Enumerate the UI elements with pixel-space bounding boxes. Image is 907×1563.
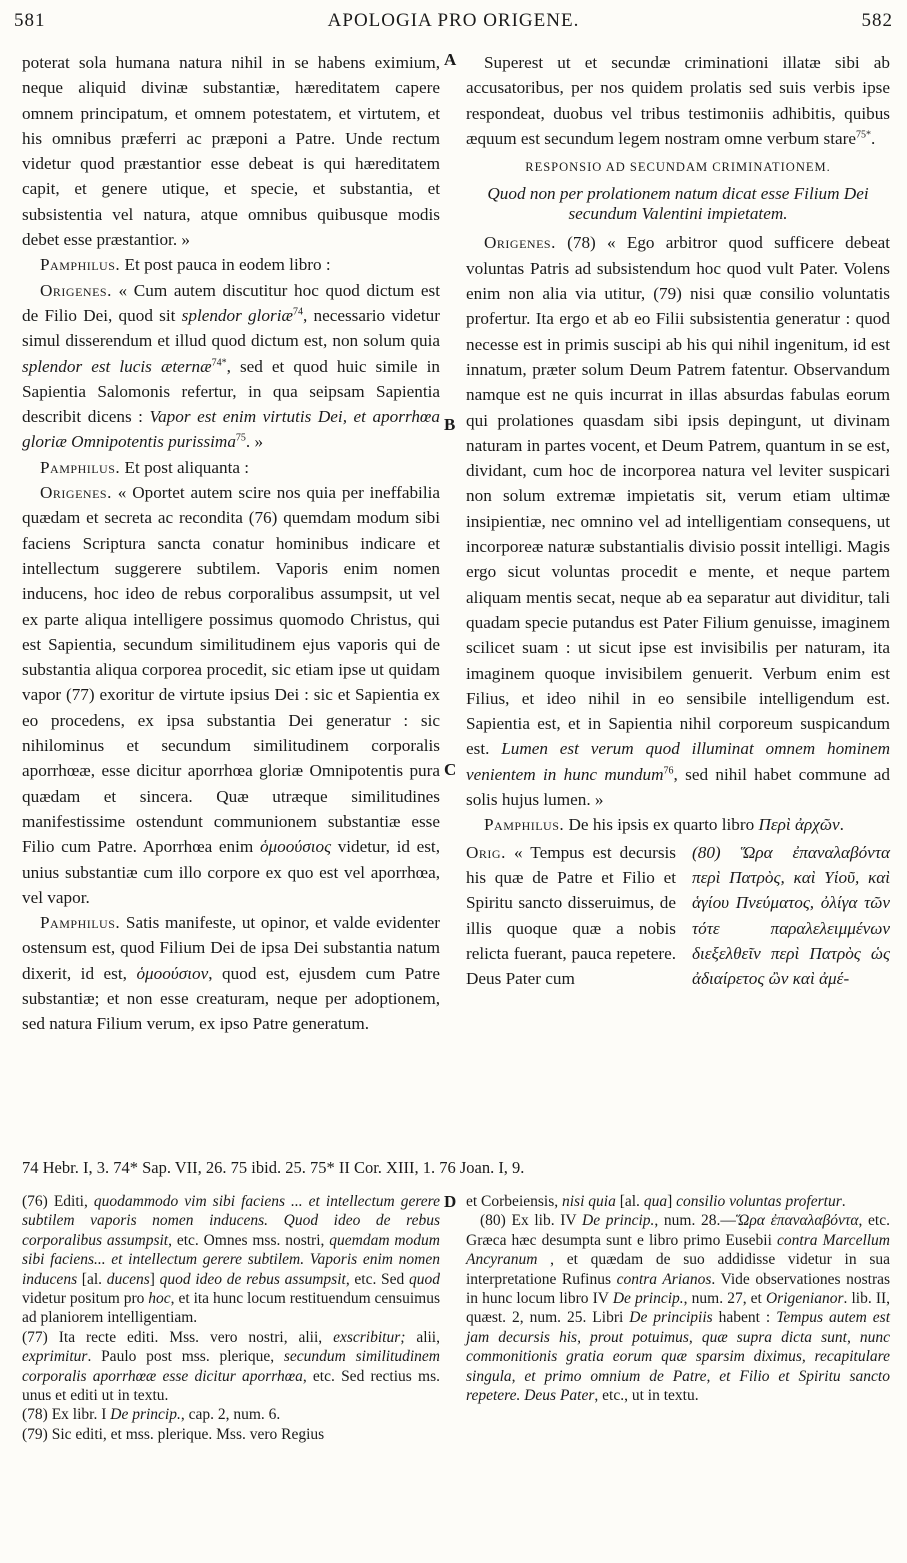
left-column — [22, 50, 440, 1037]
quotation: Lumen est verum quod illuminat omnem hominem venientem in hunc mundum — [466, 739, 890, 784]
margin-letter-b: B — [444, 415, 456, 434]
paragraph: poterat sola humana natura nihil in se habens eximium, neque aliquid divinæ substantiæ, hæreditatem capere omnem principatum, et omnem potestatem, et virtutem, et his omnibus præferri ac præponi a Patre. Unde rectum videtur quod præstantior esse debeat is qui hæreditatem capit, et genere utique, et specie, et substantia, et subsistentia vel natura, atque omnibus quibusque modis debet esse præstantior. » — [22, 53, 440, 250]
margin-letter-a: A — [444, 50, 457, 69]
parallel-text — [466, 840, 890, 992]
note-79: (79) Sic editi, et mss. plerique. Mss. vero Regius — [22, 1425, 325, 1443]
paragraph: Origenes. « Oportet autem scire nos quia per ineffabilia quædam et secreta ac recondita (76) quemdam modum sibi faciens Scriptura sancta conatur hominibus indicare et intellectum suggerere subtilem. Vaporis enim nomen inducens, hoc ideo de rebus corporalibus assumpsit, ut vel ex parte aliqua intelligere possimus quomodo Christus, qui est Sapientia, secundum similitudinem ejus vaporis qui de substantia aliqua corporea procedit, sic etiam ipse ut quidam vapor (77) exoritur de virtute ipsius Dei : sic et Sapientia ex eo procedens, ex ipsa substantia Dei generatur : sic nihilominus et secundum similitudinem corporalis aporrhœæ, esse dicitur aporrhœa gloriæ Omnipotentis pura quædam et sincera. Quæ utræque similitudines manifestissime ostendunt communionem substantiæ esse Filio cum Patre. Aporrhœa enim ὁμοούσιος videtur, id est, unius substantiæ cum illo corpore ex quo est vel aporrhœa, vel vapor. — [22, 483, 440, 907]
section-heading: RESPONSIO AD SECUNDAM CRIMINATIONEM. — [525, 160, 831, 175]
quotation: splendor est lucis æternæ — [22, 356, 212, 376]
margin-letter-c: C — [444, 760, 457, 779]
speaker-label: Pamphilus. — [40, 457, 121, 477]
quotation: splendor gloriæ — [181, 305, 293, 325]
paragraph: Origenes. « Cum autem discutitur hoc quod dictum est de Filio Dei, quod sit splendor gloriæ$^{74}$, necessario videtur simul disserendum et illud quod dictum est, non solum quia splendor est lucis æternæ$^{74*}$, sed et quod huic simile in Sapientia Salomonis refertur, in qua seipsam Sapientia describit dicens : Vapor est enim virtutis Dei, et aporrhœa gloriæ Omnipotentis purissima$^{75}$. » — [22, 280, 441, 452]
latin-text: Orig. « Tempus est decursis his quæ de Patre et Filio et Spiritu sancto disseruimus, de illis quoque quæ a nobis relicta fuerant, pauca repetere. Deus Pater cum — [466, 842, 676, 989]
notes-right — [466, 1192, 890, 1405]
running-header — [0, 10, 907, 40]
speaker-label: Pamphilus. — [40, 255, 121, 275]
greek-word: ὁμοούσιος — [259, 837, 332, 857]
quotation: Vapor est enim virtutis Dei, et aporrhœa gloriæ Omnipotentis purissima — [22, 407, 440, 452]
paragraph: Origenes. (78) « Ego arbitror quod sufficere debeat voluntas Patris ad subsistendum hoc quod vult Pater. Volens enim non alia via utitur, (79) nisi quæ consilio voluntatis profertur. Ita ergo et ab eo Filii subsistentia generatur : quod necesse est in primis suscipi ab his qui nihil ingenitum, id est innatum, præter solum Deum Patrem fatentur. Observandum namque est ne quis incurrat in illas absurdas fabulas eorum qui prolationes quasdam sibi ipsis depingunt, ut divinam naturam in partes vocent, et Deum Patrem, quantum in se est, dividant, cum hoc de incorporea natura vel leviter suspicari non solum extremæ impietatis sit, verum etiam ultimæ insipientiæ, nec omnino vel ad intelligentiam consequens, ut incorporeæ naturæ substantialis divisio possit intelligi. Magis ergo sicut voluntas procedit e mente, et neque partem aliquam mentis secat, neque ab ea separatur aut dividitur, tali quadam specie putandus est Pater Filium genuisse, imaginem scilicet suam : ut sicut ipse est invisibilis per naturam, ita imaginem quoque invisibilem genuerit. Verbum enim est Filius, et ideo nihil in eo sensibile intelligendum est. Sapientia est, et in Sapientia nihil corporeum suspicandum est. Lumen est verum quod illuminat omnem hominem venientem in hunc mundum$^{76}$, sed nihil habet commune ad solis hujus lumen. » — [466, 233, 890, 810]
speaker-label: Origenes. — [40, 483, 112, 503]
note-78: (78) Ex libr. I De princip., cap. 2, num. 6. — [22, 1406, 281, 1424]
paragraph: Superest ut et secundæ criminationi illatæ sibi ab accusatoribus, per nos quidem prolatis sed suis verbis ipse respondeat, duobus vel tribus testimoniis adhibitis, quibus æquum est secundum legem nostram omne verbum stare$^{75*}$. — [466, 53, 890, 148]
paragraph: Pamphilus. Et post pauca in eodem libro : — [40, 255, 331, 275]
greek-text: (80) Ὥρα ἐπαναλαβόντα περὶ Πατρὸς, καὶ Υἱοῦ, καὶ ἁγίου Πνεύματος, ὀλίγα τῶν τότε παραλελειμμένων διεξελθεῖν περὶ Πατρὸς ὡς ἀδιαίρετος ὢν καὶ ἀμέ- — [692, 842, 890, 989]
speaker-label: Origenes. — [484, 233, 556, 253]
greek-title: Περὶ ἀρχῶν — [758, 815, 840, 835]
notes-left — [22, 1192, 440, 1444]
footnote-ref: 75 — [235, 432, 246, 444]
page-number-left: 581 — [14, 10, 46, 31]
footnote-ref: 76 — [663, 764, 674, 776]
note-76: (76) Editi, quodammodo vim sibi faciens ... et intellectum gerere subtilem vaporis nomen inducens. Quod ideo de rebus corporalibus assumpsit, etc. Omnes mss. nostri, quemdam modum sibi faciens... et intellectum gerere subtilem. Vaporis enim nomen inducens [al. ducens] quod ideo de rebus assumpsit, etc. Sed quod videtur positum pro hoc, et ita hunc locum restituendum censuimus ad planiorem intelligentiam. — [22, 1193, 441, 1327]
footnote-ref: 75* — [855, 129, 871, 141]
footnote-ref: 74 — [292, 306, 303, 318]
right-column — [466, 50, 890, 991]
footnote-ref: 74* — [211, 356, 227, 368]
scripture-references: 74 Hebr. I, 3. 74* Sap. VII, 26. 75 ibid. 25. 75* II Cor. XIII, 1. 76 Joan. I, 9. — [22, 1158, 525, 1177]
note-77: (77) Ita recte editi. Mss. vero nostri, alii, exscribitur; alii, exprimitur. Paulo post mss. plerique, secundum similitudinem corporalis aporrhœæ esse dicitur aporrhœa, etc. Sed rectius ms. unus et editi ut in textu. — [22, 1328, 440, 1405]
margin-letter-d: D — [444, 1192, 457, 1211]
page-number-right: 582 — [861, 10, 893, 31]
paragraph: Pamphilus. Et post aliquanta : — [40, 457, 250, 477]
greek-word: ὁμοούσιον — [136, 963, 209, 983]
speaker-label: Pamphilus. — [40, 913, 121, 933]
running-title: APOLOGIA PRO ORIGENE. — [327, 10, 580, 31]
paragraph: Pamphilus. De his ipsis ex quarto libro Περὶ ἀρχῶν. — [484, 815, 844, 835]
note-80: (80) Ex lib. IV De princip., num. 28.—Ὥρα ἐπαναλαβόντα, etc. Græca hæc desumpta sunt e libro primo Eusebii contra Marcellum Ancyranum , et quædam de suo addidisse videtur in sua interpretatione Rufinus contra Arianos. Vide observationes nostras in hunc locum libro IV De princip., num. 27, et Origenianor. lib. II, quæst. 2, num. 25. Libri De principiis habent : Tempus autem est jam decursis his, prout potuimus, quæ supra dicta sunt, nunc commonitionis gratia eorum quæ sparsim diximus, recapitulare singula, et primo omnium de Patre, et Filio et Spiritu sancto repetere. Deus Pater, etc., ut in textu. — [466, 1212, 891, 1405]
section-subtitle: Quod non per prolationem natum dicat esse Filium Dei secundum Valentini impietatem. — [487, 184, 869, 224]
speaker-label: Orig. — [466, 842, 506, 862]
note-79-continued: et Corbeiensis, nisi quia [al. qua] consilio voluntas profertur. — [466, 1193, 846, 1210]
speaker-label: Origenes. — [40, 280, 112, 300]
speaker-label: Pamphilus. — [484, 815, 565, 835]
paragraph: Pamphilus. Satis manifeste, ut opinor, et valde evidenter ostensum est, quod Filium Dei de ipsa Dei substantia natum dixerit, id est, ὁμοούσιον, quod est, ejusdem cum Patre substantiæ; et non esse creaturam, neque per adoptionem, sed natura Filium verum, ex ipso Patre generatum. — [22, 913, 441, 1034]
